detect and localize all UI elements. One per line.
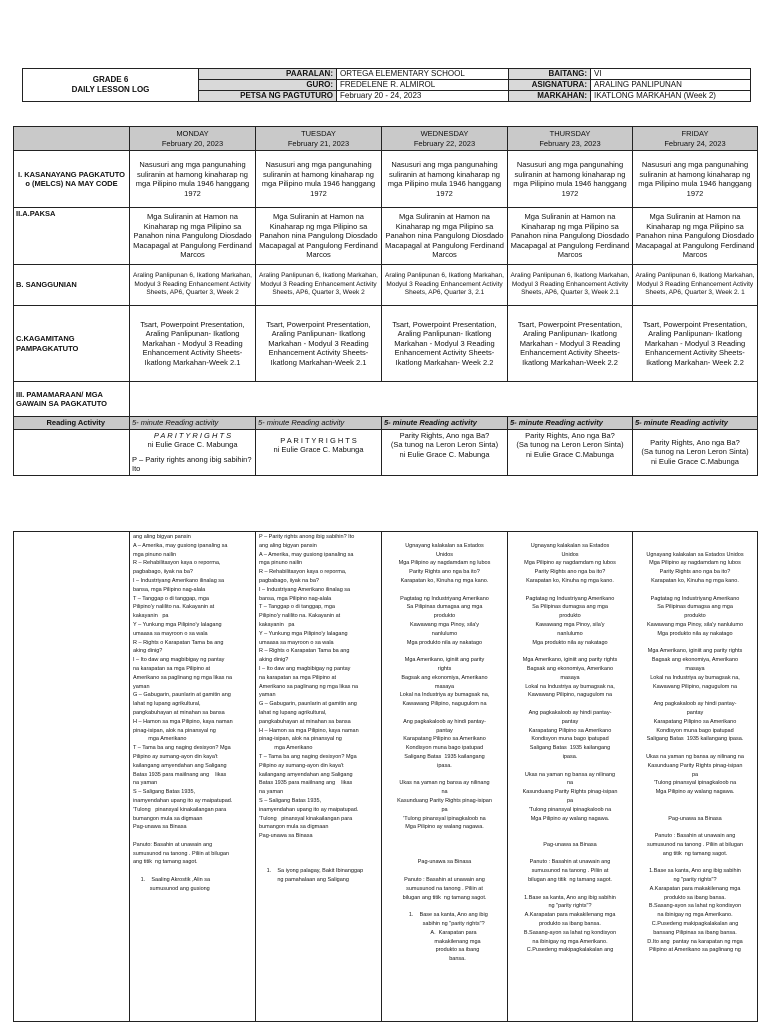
text-line: Kondisyon muna bago ipatupad — [656, 727, 734, 734]
text-line: masaya — [685, 665, 705, 672]
text-line: Karapatang Pilipino sa Amerikano — [528, 727, 612, 734]
reading-title-thursday: 5- minute Reading activity — [508, 417, 633, 430]
text-line: Ugnayang kalakalan sa Estados — [530, 542, 610, 549]
text-line: Mga Pilipino ay nagdamdam ng lubos — [524, 560, 616, 567]
guro-label: GURO: — [199, 80, 337, 91]
baitang-value: VI — [591, 69, 751, 80]
text-line — [636, 744, 754, 753]
text-line: G – Gabugarin, paunlarin at gamitin ang — [133, 692, 231, 699]
text-line: ipasa. — [437, 762, 452, 769]
text-line: 1. Sa iyong palagay, Bakit Ibinanggap — [259, 868, 364, 875]
text-line: S – Saligang Batas 1935, — [133, 789, 196, 796]
day-head-thursday: THURSDAY February 23, 2023 — [508, 127, 633, 151]
text-line: sabihin ng "parity rights"? — [404, 921, 485, 928]
text-line: produkto — [433, 613, 456, 620]
text-line: Mga produkto nila ay nakatago — [532, 639, 608, 646]
text-line: rights — [437, 665, 452, 672]
sanggunian-label: B. SANGGUNIAN — [14, 265, 130, 306]
text-line: Ugnayang kalakalan sa Estados Unidos — [646, 551, 744, 558]
text-line: Ang pagkakaloob ay hindi pantay- — [403, 718, 486, 725]
text-line — [511, 533, 629, 542]
text-line — [385, 647, 504, 656]
text-line: pa — [566, 797, 574, 804]
text-line — [636, 586, 754, 595]
text-line: ng "parity rights"? — [673, 877, 717, 884]
text-line: pinag-isipan, alok na pinansyal ng — [133, 727, 216, 734]
text-line: G – Gabugarin, paunlarin at gamitin ang — [259, 701, 357, 708]
text-line — [385, 709, 504, 718]
text-line: kakayanin pa — [133, 613, 169, 620]
text-line: sumusunod na tanong . Piliin at — [531, 868, 609, 875]
text-line: A. Karapatan para — [412, 929, 477, 936]
text-line: C.Pusedeng makipagkalakalan ang — [526, 947, 614, 954]
text-line: Lokal na Industriya ay bumagsak na, — [525, 683, 615, 690]
text-line: Pilipino at Amerikano sa paglinang ng — [649, 947, 741, 954]
kagamitan-cell: Tsart, Powerpoint Presentation, Araling Panlipunan- Ikatlong Markahan - Modyul 3 Reading Enhancement Activity Sheets-Ikatlong Markahan-Week 2.1 — [256, 306, 382, 382]
grade-label: GRADE 6 — [92, 75, 129, 84]
text-line: ng "parity rights"? — [548, 903, 592, 910]
text-line — [385, 832, 504, 841]
text-line: Saligang Batas 1935 kailangang ipasa. — [646, 736, 744, 743]
kagamitan-label: C.KAGAMITANG PAMPAGKATUTO — [14, 306, 130, 382]
text-line: I – Ito daw ang magbibigay ng pantay — [133, 657, 225, 664]
text-line: produkto sa ibang bansa. — [664, 894, 726, 901]
text-line: T – Tama ba ang naging desisyon? Mga — [259, 753, 357, 760]
text-line: Kasunduang Parity Rights pinag-isipan — [522, 789, 618, 796]
text-line — [133, 832, 252, 841]
text-line: pangkabuhayan at minahan sa bansa — [133, 709, 225, 716]
text-line: pagbabago, iiyak na ba? — [259, 577, 319, 584]
text-line: Lokal na Industriya ay bumagsak na, — [399, 692, 490, 699]
text-line: Karapatan ko, Kinuha ng mga kano. — [651, 577, 739, 584]
text-line: Bagsak ang ekonomiya, Amerikano — [526, 665, 614, 672]
text-line: Mga Pilipino ay nagdamdam ng lubos — [398, 560, 491, 567]
text-line: R – Rights o Karapatan Tama ba ang — [259, 648, 350, 655]
text-line: Ukas na yaman ng bansa ay nilinang na — [646, 753, 744, 760]
text-line: Mga Pilipino ay walang nagawa. — [530, 815, 610, 822]
text-line: 'Tulong pinansyal ipinagkaloob na — [403, 815, 486, 822]
sanggunian-cell: Araling Panlipunan 6, Ikatlong Markahan, Modyul 3 Reading Enhancement Activity Sheets, AP6, Quarter 3, Week 2. 1 — [633, 265, 758, 306]
text-line: Kawawang Pilipino, nagugulom na — [652, 683, 738, 690]
text-line: 1.Base sa kanta, Ano ang ibig sabihin — [649, 868, 741, 875]
day-head-tuesday: TUESDAY February 21, 2023 — [256, 127, 382, 151]
text-line: Panuto : Basahin at unawain ang — [654, 833, 736, 840]
text-line: nanlulumo — [431, 630, 458, 637]
text-line: Mga Amerikano, iginiit ang parity — [404, 657, 485, 664]
continuation-thursday — [508, 532, 633, 1022]
text-line — [511, 700, 629, 709]
text-line: Parity Rights ano nga ba ito? — [409, 569, 480, 576]
text-line: 'Tulong pinansyal ipinagkaloob na — [653, 780, 737, 787]
text-line — [385, 771, 504, 780]
reading-empty-cell — [14, 429, 130, 475]
text-line: Mga Amerikano, iginiit ang parity rights — [522, 657, 618, 664]
text-line: Unidos — [561, 551, 579, 558]
sanggunian-cell: Araling Panlipunan 6, Ikatlong Markahan, Modyul 3 Reading Enhancement Activity Sheets, AP6, Quarter 3, 2.1 — [382, 265, 508, 306]
text-line: Batas 1935 para maiilnang ang likas — [259, 780, 353, 787]
text-line: Lokal na Industriya ay bumagsak na, — [650, 674, 740, 681]
text-line: sumusunod na tanong . Piliin at — [406, 885, 483, 892]
text-line: pa — [441, 806, 448, 813]
text-line — [385, 586, 504, 595]
text-line: lahat ng lupang agrikultural, — [133, 701, 201, 708]
reading-text-wednesday: Parity Rights, Ano nga Ba? (Sa tunog na Leron Leron Sinta) ni Eulie Grace C. Mabunga — [382, 429, 508, 475]
petsa-label: PETSA NG PAGTUTURO — [199, 91, 337, 102]
text-line: sumusunod na tanong . Piliin at bilugan — [646, 841, 743, 848]
text-line: A.Karapatan para makakilenang mga — [524, 912, 616, 919]
text-line: Batas 1935 para maiilnang ang likas — [133, 771, 227, 778]
text-line: 1. Base sa kanta, Ano ang ibig — [401, 912, 488, 919]
text-line: Saligang Batas 1935 kailangang — [529, 745, 611, 752]
melcs-cell: Nasusuri ang mga pangunahing suliranin at hamong kinaharap ng mga Pilipino mula 1946 hanggang 1972 — [508, 151, 633, 208]
sanggunian-cell: Araling Panlipunan 6, Ikatlong Markahan, Modyul 3 Reading Enhancement Activity Sheets, AP6, Quarter 3, Week 2 — [130, 265, 256, 306]
lesson-plan-table — [13, 126, 758, 476]
text-line: Kondisyon muna bago ipatupad — [405, 745, 484, 752]
text-line: I – Industriyang Amerikano ilinalag sa — [133, 577, 225, 584]
header-grade-cell — [23, 69, 199, 102]
text-line: bilugan ang titik ng tamang sagot. — [528, 877, 612, 884]
paaralan-value: ORTEGA ELEMENTARY SCHOOL — [337, 69, 509, 80]
text-line: H – Hamon sa mga Pilipino, kaya naman — [259, 727, 359, 734]
text-line: Bagsak ang ekonomiya, Amerikano — [651, 657, 739, 664]
text-line: Karapatan ko, Kinuha ng mga kano. — [526, 577, 614, 584]
text-line: ang aling bigyan pansin — [133, 534, 191, 540]
text-line: Panuto : Basahin at unawain ang — [404, 877, 485, 884]
paaralan-label: PAARALAN: — [199, 69, 337, 80]
text-line: Mga produkto nila ay nakatago — [406, 639, 483, 646]
text-line: makakilenang mga — [408, 938, 481, 945]
text-line: R – Rehabilitasyon kaya o reporma, — [133, 560, 221, 567]
text-line: bansa, mga Pilipino nag-alala — [133, 586, 206, 593]
text-line: Karapatan ko, Kinuha ng mga kano. — [400, 577, 489, 584]
text-line — [385, 850, 504, 859]
baitang-label: BAITANG: — [509, 69, 591, 80]
text-line — [511, 586, 629, 595]
text-line: kailangang amyendahan ang Saligang — [259, 771, 353, 778]
text-line: Bagsak ang ekonomiya, Amerikano — [401, 674, 488, 681]
paksa-label: II.A.PAKSA — [14, 208, 130, 265]
text-line: Saligang Batas 1935 kailangang — [404, 753, 485, 760]
text-line: ipasa. — [562, 753, 578, 760]
text-line: H – Hamon sa mga Pilipino, kaya naman — [133, 718, 233, 725]
text-line: Pilipino'y nalilito na. Kakayanin at — [259, 613, 341, 620]
text-line: Kawawang Pilipino, nagugulom na — [402, 701, 487, 708]
text-line: pagbabago, iiyak na ba? — [133, 569, 193, 576]
continuation-monday — [130, 532, 256, 1022]
text-line: bilugan ang titik ng tamang sagot. — [402, 894, 487, 901]
text-line — [636, 797, 754, 806]
text-line: T – Tanggap o di tanggap, mga — [133, 595, 209, 602]
text-line: yaman — [133, 683, 150, 690]
text-line: bansa. — [423, 956, 466, 963]
text-line: D.Ito ang pantay na karapatan ng mga — [647, 938, 743, 945]
text-line: Pilipino'y nalilito na. Kakayanin at — [133, 604, 215, 611]
paksa-cell: Mga Suliranin at Hamon na Kinaharap ng mga Pilipino sa Panahon nina Pangulong Diosdado Macapagal at Pangulong Ferdinand Marcos — [130, 208, 256, 265]
text-line: Mga Pilipino ay walang nagawa. — [405, 824, 484, 831]
text-line: A – Amerika, may gusiong ipanaling sa — [259, 551, 354, 558]
text-line: aking dinig? — [133, 648, 163, 655]
text-line — [133, 867, 252, 876]
asignatura-label: ASIGNATURA: — [509, 80, 591, 91]
text-line — [385, 841, 504, 850]
markahan-label: MARKAHAN: — [509, 91, 591, 102]
text-line: S – Saligang Batas 1935, — [259, 797, 322, 804]
asignatura-value: ARALING PANLIPUNAN — [591, 80, 751, 91]
text-line: Pilipino ay sumang-ayon din kaya't — [259, 762, 344, 769]
text-line: Pag-unawa sa Binasa — [417, 859, 472, 866]
text-line: 1. Saaling Akrostik ,Alin sa — [133, 877, 211, 884]
text-line: Karapatang Pilipino sa Amerikano — [403, 736, 486, 743]
reading-text-friday: Parity Rights, Ano nga Ba? (Sa tunog na Leron Leron Sinta) ni Eulie Grace C.Mabunga — [633, 429, 758, 475]
text-line: bansang Pilipinas sa ibang bansa. — [653, 929, 737, 936]
text-line — [636, 639, 754, 648]
text-line: Pagtatag ng Industriyang Amerikano — [650, 595, 740, 602]
text-line: sumusunod ang gusiong — [133, 885, 210, 892]
text-line: na karapatan sa mga Pilipino at — [133, 665, 211, 672]
melcs-cell: Nasusuri ang mga pangunahing suliranin at hamong kinaharap ng mga Pilipino mula 1946 hanggang 1972 — [256, 151, 382, 208]
text-line — [636, 858, 754, 867]
kagamitan-cell: Tsart, Powerpoint Presentation, Araling Panlipunan- Ikatlong Markahan - Modyul 3 Reading Enhancement Activity Sheets-Ikatlong Markahan- Week 2.2 — [382, 306, 508, 382]
header-table — [22, 68, 751, 102]
pamamaraan-label: III. PAMAMARAAN/ MGA GAWAIN SA PAGKATUTO — [14, 382, 130, 417]
text-line: mga Amerikano — [133, 736, 187, 743]
text-line: 1.Base sa kanta, Ano ang ibig sabihin — [524, 894, 616, 901]
text-line: Kasunduang Parity Rights pinag-isipan — [647, 762, 743, 769]
text-line: Sa Pilipinas dumagsa ang mga — [657, 604, 733, 611]
text-line: sumusunod na tanong . Piliin at bilugan — [133, 850, 230, 857]
text-line: Pag-unawa sa Binasa — [133, 824, 187, 831]
text-line: Ukas na yaman ng bansa ay nilinang — [399, 780, 490, 787]
text-line — [636, 533, 754, 542]
text-line — [511, 885, 629, 894]
text-line: umaasa sa mayroon o sa wala — [133, 630, 208, 637]
continuation-friday — [633, 532, 758, 1022]
paksa-cell: Mga Suliranin at Hamon na Kinaharap ng mga Pilipino sa Panahon nina Pangulong Diosdado Macapagal at Pangulong Ferdinand Marcos — [508, 208, 633, 265]
text-line: R – Rehabilitasyon kaya o reporma, — [259, 569, 347, 576]
continuation-wednesday — [382, 532, 508, 1022]
paksa-cell: Mga Suliranin at Hamon na Kinaharap ng mga Pilipino sa Panahon nina Pangulong Diosdado Macapagal at Pangulong Ferdinand Marcos — [256, 208, 382, 265]
text-line: Y – Yunkung mga Pilipino'y lalagang — [259, 630, 348, 637]
text-line — [259, 858, 378, 867]
text-line: Parity Rights ano nga ba ito? — [659, 569, 731, 576]
text-line: ang aling bigyan pansin — [259, 542, 317, 549]
sanggunian-cell: Araling Panlipunan 6, Ikatlong Markahan, Modyul 3 Reading Enhancement Activity Sheets, AP6, Quarter 3, Week 2.1 — [508, 265, 633, 306]
text-line: na karapatan sa mga Pilipino at — [259, 674, 337, 681]
reading-title-tuesday: 5- minute Reading activity — [256, 417, 382, 430]
text-line: A – Amerika, may gusiong ipanaling sa — [133, 542, 228, 549]
reading-activity-label: Reading Activity — [14, 417, 130, 430]
text-line — [385, 902, 504, 911]
sanggunian-cell: Araling Panlipunan 6, Ikatlong Markahan, Modyul 3 Reading Enhancement Activity Sheets, AP6, Quarter 3, Week 2 — [256, 265, 382, 306]
text-line: inamyendahan upang ito ay maipatupad. — [133, 797, 233, 804]
petsa-value: February 20 - 24, 2023 — [337, 91, 509, 102]
text-line: na — [441, 789, 448, 796]
text-line: na yaman — [133, 780, 158, 787]
text-line: I – Ito daw ang magbibigay ng pantay — [259, 665, 351, 672]
melcs-cell: Nasusuri ang mga pangunahing suliranin at hamong kinaharap ng mga Pilipino mula 1946 hanggang 1972 — [633, 151, 758, 208]
text-line: R – Rights o Karapatan Tama ba ang — [133, 639, 224, 646]
text-line — [511, 850, 629, 859]
melcs-cell: Nasusuri ang mga pangunahing suliranin at hamong kinaharap ng mga Pilipino mula 1946 hanggang 1972 — [130, 151, 256, 208]
paksa-cell: Mga Suliranin at Hamon na Kinaharap ng mga Pilipino sa Panahon nina Pangulong Diosdado Macapagal at Pangulong Ferdinand Marcos — [633, 208, 758, 265]
log-type-label: DAILY LESSON LOG — [71, 85, 150, 94]
text-line — [385, 533, 504, 542]
text-line: umaasa sa mayroon o sa wala — [259, 639, 334, 646]
text-line — [385, 867, 504, 876]
text-line — [511, 762, 629, 771]
text-line: lahat ng lupang agrikultural, — [259, 709, 327, 716]
text-line: Ang pagkakaloob ay hindi pantay- — [528, 709, 612, 716]
text-line: Panuto : Basahin at unawain ang — [529, 859, 611, 866]
kagamitan-cell: Tsart, Powerpoint Presentation, Araling Panlipunan- Ikatlong Markahan - Modyul 3 Reading Enhancement Activity Sheets-Ikatlong Markahan- Week 2.2 — [633, 306, 758, 382]
continuation-empty-cell — [14, 532, 130, 1022]
text-line — [636, 823, 754, 832]
text-line: Pag-unawa sa Binasa — [668, 815, 722, 822]
text-line: Kawawang mga Pinoy, sila'y — [409, 621, 480, 628]
text-line: Mga produkto nila ay nakatago — [657, 630, 733, 637]
text-line: yaman — [259, 692, 276, 699]
text-line: inamyendahan upang ito ay maipatupad. — [259, 806, 359, 813]
text-line: na ibinigay ng mga Amerikano. — [657, 912, 733, 919]
text-line: na ibinigay ng mga Amerikano. — [532, 938, 608, 945]
text-line: Pag-unawa sa Binasa — [543, 841, 597, 848]
text-line: Parity Rights ano nga ba ito? — [534, 569, 606, 576]
text-line: Kasunduang Parity Rights pinag-isipan — [397, 797, 492, 804]
text-line: Sa Pilipinas dumagsa ang mga — [532, 604, 608, 611]
text-line: ng pamahalaan ang Saligang — [259, 877, 349, 884]
text-line: nanlulumo — [557, 630, 583, 637]
text-line: Amerikano sa paglinang ng mga likas na — [259, 683, 359, 690]
text-line — [636, 542, 754, 551]
day-head-monday: MONDAY February 20, 2023 — [130, 127, 256, 151]
text-line: Pagtatag ng Industriyang Amerikano — [400, 595, 489, 602]
continuation-table — [13, 531, 758, 1022]
text-line: C.Pusedeng makipagkalakalan ang — [651, 921, 739, 928]
text-line: T – Tama ba ang naging desisyon? Mga — [133, 745, 231, 752]
text-line — [511, 832, 629, 841]
kagamitan-cell: Tsart, Powerpoint Presentation, Araling Panlipunan- Ikatlong Markahan - Modyul 3 Reading Enhancement Activity Sheets-Ikatlong Markahan-Week 2.2 — [508, 306, 633, 382]
text-line: Pilipino ay sumang-ayon din kaya't — [133, 753, 218, 760]
text-line: produkto sa ibang bansa. — [539, 921, 601, 928]
text-line: ang titik ng tamang sagot. — [133, 859, 198, 866]
reading-text-tuesday: P A R I T Y R I G H T S ni Eulie Grace C. Mabunga — [256, 429, 382, 475]
text-line: bumangon mula sa digmaan — [259, 824, 329, 831]
day-head-friday: FRIDAY February 24, 2023 — [633, 127, 758, 151]
text-line: I – Industriyang Amerikano ilinalag sa — [259, 586, 351, 593]
text-line — [259, 841, 378, 850]
text-line: Ukas na yaman ng bansa ay nilinang — [524, 771, 616, 778]
text-line — [511, 823, 629, 832]
melcs-cell: Nasusuri ang mga pangunahing suliranin at hamong kinaharap ng mga Pilipino mula 1946 hanggang 1972 — [382, 151, 508, 208]
text-line: na — [566, 780, 574, 787]
corner-cell — [14, 127, 130, 151]
text-line: Kawawang mga Pinoy, sila'y — [535, 621, 605, 628]
reading-title-monday: 5- minute Reading activity — [130, 417, 256, 430]
paksa-cell: Mga Suliranin at Hamon na Kinaharap ng mga Pilipino sa Panahon nina Pangulong Diosdado Macapagal at Pangulong Ferdinand Marcos — [382, 208, 508, 265]
text-line: Panuto: Basahin at unawain ang — [133, 841, 213, 848]
text-line: Mga Amerikano, iginiit ang parity rights — [647, 648, 743, 655]
text-line: Mga Pilipino ay walang nagawa. — [655, 789, 735, 796]
text-line: Kawawang mga Pinoy, sila'y nanlulumo — [646, 621, 744, 628]
kagamitan-cell: Tsart, Powerpoint Presentation, Araling Panlipunan- Ikatlong Markahan - Modyul 3 Reading Enhancement Activity Sheets-Ikatlong Markahan-Week 2.1 — [130, 306, 256, 382]
text-line: pa — [691, 771, 699, 778]
text-line: B.Sasang-ayon sa lahat ng kondisyon — [523, 929, 617, 936]
text-line: T – Tanggap o di tanggap, mga — [259, 604, 335, 611]
text-line: pantay — [561, 718, 579, 725]
reading-title-friday: 5- minute Reading activity — [633, 417, 758, 430]
markahan-value: IKATLONG MARKAHAN (Week 2) — [591, 91, 751, 102]
text-line: masaya — [560, 674, 580, 681]
reading-text-monday: P A R I T Y R I G H T S ni Eulie Grace C. Mabunga P – Parity rights anong ibig sabihin? Ito — [130, 429, 256, 475]
text-line — [636, 691, 754, 700]
text-line: masaya — [434, 683, 455, 690]
reading-title-wednesday: 5- minute Reading activity — [382, 417, 508, 430]
melcs-label: I. KASANAYANG PAGKATUTO o (MELCS) NA MAY CODE — [14, 151, 130, 208]
text-line: 'Tulong pinansyal kinakailangan para — [259, 815, 353, 822]
text-line: Kawawang Pilipino, nagugulom na — [527, 692, 613, 699]
text-line: ang titik ng tamang sagot. — [662, 850, 728, 857]
text-line — [259, 850, 378, 859]
text-line: Ugnayang kalakalan sa Estados — [405, 542, 484, 549]
text-line: pinag-isipan, alok na pinansyal ng — [259, 736, 342, 743]
text-line: B.Sasang-ayon sa lahat ng kondisyon — [648, 903, 742, 910]
text-line: kailangang amyendahan ang Saligang — [133, 762, 227, 769]
text-line: pantay — [686, 709, 704, 716]
text-line: mga pinuno nailin — [133, 551, 177, 558]
text-line: bumangon mula sa digmaan — [133, 815, 203, 822]
day-head-wednesday: WEDNESDAY February 22, 2023 — [382, 127, 508, 151]
text-line: 'Tulong pinansyal kinakailangan para — [133, 806, 227, 813]
text-line: pantay — [436, 727, 453, 734]
text-line: 'Tulong pinansyal ipinagkaloob na — [528, 806, 612, 813]
guro-value: FREDELENE R. ALMIROL — [337, 80, 509, 91]
text-line: P – Parity rights anong ibig sabihin? Ito — [259, 534, 355, 540]
text-line: bansa, mga Pilipino nag-alala — [259, 595, 332, 602]
text-line: Mga Pilipino ay nagdamdam ng lubos — [649, 560, 741, 567]
text-line: mga Amerikano — [259, 745, 313, 752]
text-line: produkto — [684, 613, 706, 620]
text-line: Amerikano sa paglinang ng mga likas na — [133, 674, 233, 681]
text-line: produkto sa ibang — [409, 947, 480, 954]
reading-text-thursday: Parity Rights, Ano nga Ba? (Sa tunog na Leron Leron Sinta) ni Eulie Grace C.Mabunga — [508, 429, 633, 475]
text-line: Karapatang Pilipino sa Amerikano — [653, 718, 737, 725]
text-line: pangkabuhayan at minahan sa bansa — [259, 718, 351, 725]
text-line: Ang pagkakaloob ay hindi pantay- — [653, 701, 737, 708]
text-line — [511, 647, 629, 656]
text-line: mga pinuno nailin — [259, 560, 303, 567]
text-line: aking dinig? — [259, 657, 289, 664]
text-line: A.Karapatan para makakilenang mga — [649, 885, 741, 892]
text-line: Sa Pilipinas dumagsa ang mga — [406, 604, 483, 611]
continuation-tuesday — [256, 532, 382, 1022]
text-line: Kondisyon muna bago ipatupad — [531, 736, 609, 743]
text-line: Unidos — [435, 551, 454, 558]
text-line — [636, 806, 754, 815]
text-line: Y – Yunkung mga Pilipino'y lalagang — [133, 621, 222, 628]
pamamaraan-cell — [130, 382, 758, 417]
text-line: produkto — [559, 613, 581, 620]
text-line: Pagtatag ng Industriyang Amerikano — [525, 595, 615, 602]
text-line: na yaman — [259, 789, 284, 796]
text-line: Pag-unawa sa Binasa — [259, 833, 313, 840]
text-line: kakayanin pa — [259, 621, 295, 628]
